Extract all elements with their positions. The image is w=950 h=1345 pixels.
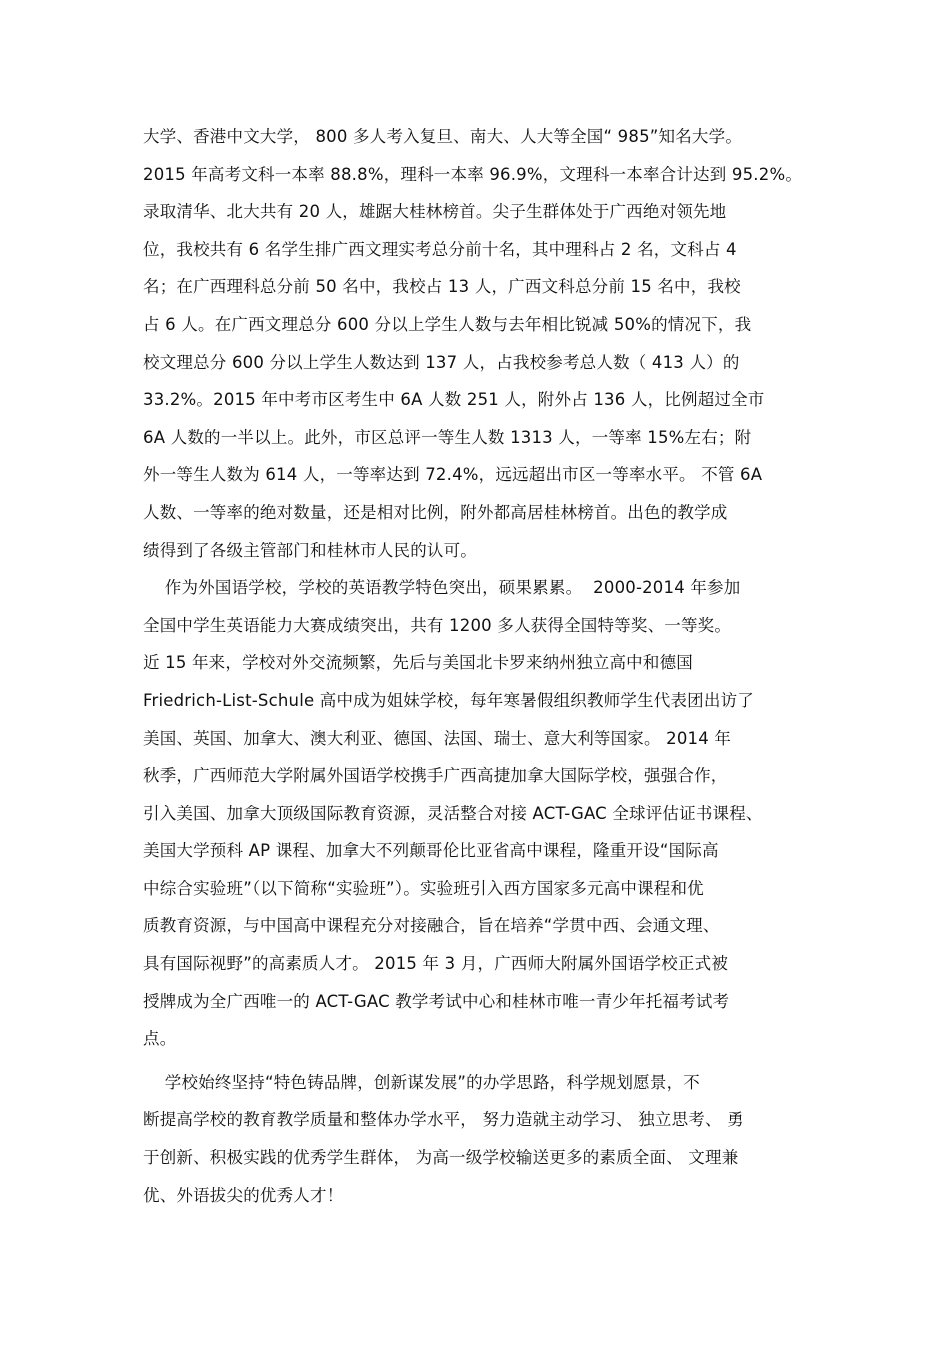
text-line: 外一等生人数为 614 人，一等率达到 72.4%，远远超出市区一等率水平。 不管 6A <box>143 465 763 485</box>
text-line: 占 6 人。在广西文理总分 600 分以上学生人数与去年相比锐减 50%的情况下，我 <box>143 314 752 334</box>
paragraph-english-program <box>143 569 823 1058</box>
text-line: 作为外国语学校，学校的英语教学特色突出，硕果累累。 2000-2014 年参加 <box>143 578 741 598</box>
text-line: 点。 <box>143 1029 177 1049</box>
text-line: 引入美国、加拿大顶级国际教育资源，灵活整合对接 ACT-GAC 全球评估证书课程、 <box>143 803 763 823</box>
text-line: 学校始终坚持“特色铸品牌，创新谋发展”的办学思路，科学规划愿景，不 <box>143 1072 700 1092</box>
text-line: 绩得到了各级主管部门和桂林市人民的认可。 <box>143 540 477 560</box>
text-line: 33.2%。2015 年中考市区考生中 6A 人数 251 人，附外占 136 人，比例超过全市 <box>143 390 765 410</box>
text-line: 近 15 年来，学校对外交流频繁，先后与美国北卡罗来纳州独立高中和德国 <box>143 653 693 673</box>
text-line: 断提高学校的教育教学质量和整体办学水平， 努力造就主动学习、 独立思考、 勇 <box>143 1110 744 1130</box>
text-line: 优、外语拔尖的优秀人才！ <box>143 1185 344 1205</box>
text-line: 人数、一等率的绝对数量，还是相对比例，附外都高居桂林榜首。出色的教学成 <box>143 502 728 522</box>
text-line: 质教育资源，与中国高中课程充分对接融合，旨在培养“学贯中西、会通文理、 <box>143 916 720 936</box>
text-line: 于创新、积极实践的优秀学生群体， 为高一级学校输送更多的素质全面、 文理兼 <box>143 1148 739 1168</box>
text-line: 6A 人数的一半以上。此外，市区总评一等生人数 1313 人，一等率 15%左右；附 <box>143 427 752 447</box>
text-line: 2015 年高考文科一本率 88.8%，理科一本率 96.9%，文理科一本率合计达到 95.2%。 <box>143 164 803 184</box>
text-line: 美国、英国、加拿大、澳大利亚、德国、法国、瑞士、意大利等国家。 2014 年 <box>143 728 732 748</box>
text-line: 中综合实验班”（以下简称“实验班”）。实验班引入西方国家多元高中课程和优 <box>143 878 704 898</box>
paragraph-school-philosophy <box>143 1064 823 1214</box>
text-line: 全国中学生英语能力大赛成绩突出，共有 1200 多人获得全国特等奖、一等奖。 <box>143 615 732 635</box>
paragraph-results <box>143 118 823 569</box>
text-line: Friedrich-List-Schule 高中成为姐妹学校，每年寒暑假组织教师学生代表团出访了 <box>143 690 754 710</box>
text-line: 具有国际视野”的高素质人才。 2015 年 3 月，广西师大附属外国语学校正式被 <box>143 954 729 974</box>
document-body <box>143 118 823 1214</box>
text-line: 秋季，广西师范大学附属外国语学校携手广西高捷加拿大国际学校，强强合作， <box>143 766 728 786</box>
text-line: 位，我校共有 6 名学生排广西文理实考总分前十名，其中理科占 2 名，文科占 4 <box>143 239 737 259</box>
text-line: 美国大学预科 AP 课程、加拿大不列颠哥伦比亚省高中课程，隆重开设“国际高 <box>143 841 719 861</box>
text-line: 大学、香港中文大学， 800 多人考入复旦、南大、人大等全国“ 985”知名大学。 <box>143 127 743 146</box>
text-line: 授牌成为全广西唯一的 ACT-GAC 教学考试中心和桂林市唯一青少年托福考试考 <box>143 991 730 1011</box>
text-line: 校文理总分 600 分以上学生人数达到 137 人，占我校参考总人数（ 413 人）的 <box>143 352 740 372</box>
text-line: 名；在广西理科总分前 50 名中，我校占 13 人，广西文科总分前 15 名中，我校 <box>143 277 741 297</box>
text-line: 录取清华、北大共有 20 人，雄踞大桂林榜首。尖子生群体处于广西绝对领先地 <box>143 202 727 222</box>
